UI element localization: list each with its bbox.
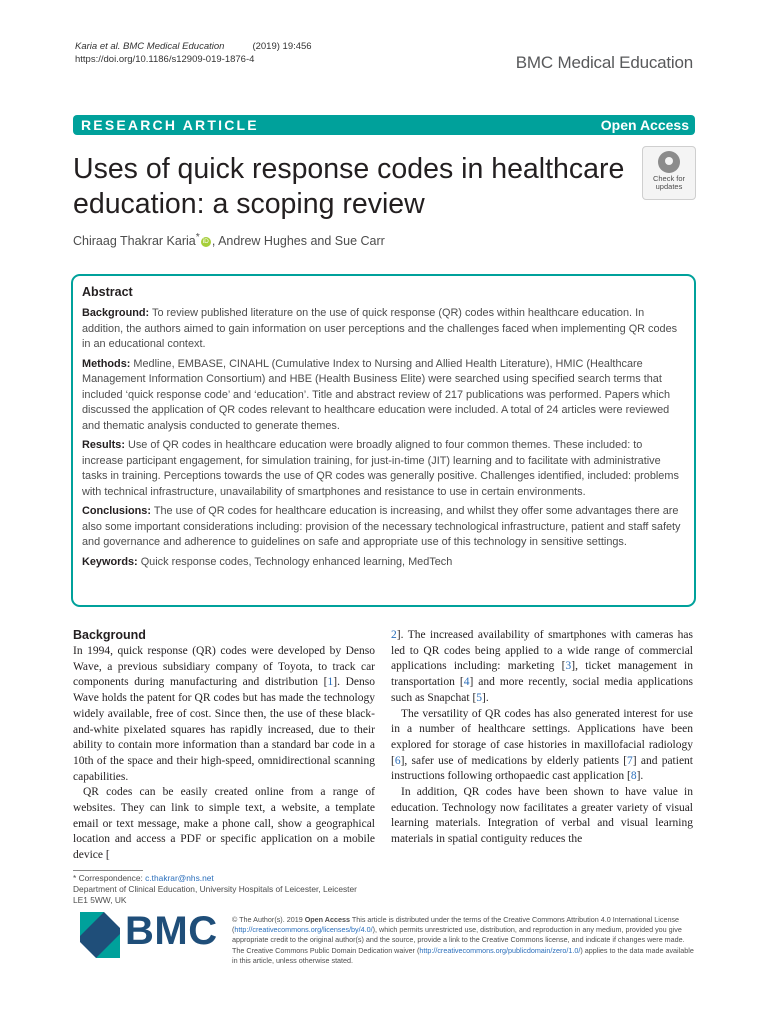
- author-affiliation: Department of Clinical Education, University Hospitals of Leicester, Leicester LE1 5WW, UK: [73, 884, 357, 905]
- section-heading-background: Background: [73, 628, 146, 642]
- body-paragraph: In addition, QR codes have been shown to have value in education. Technology now facilitates a greater variety of visual learning materials. Integration of verbal and visual learning materials in spatial contiguity reduces the: [391, 786, 693, 846]
- article-title: Uses of quick response codes in healthcare education: a scoping review: [73, 153, 625, 220]
- citation-link[interactable]: 3: [565, 660, 572, 673]
- article-type: RESEARCH ARTICLE: [81, 117, 259, 133]
- body-paragraph: 2]. The increased availability of smartphones with cameras has led to QR codes being applied to a wide range of commercial applications including: marketing [3], ticket management in transportation [4] and more recently, social media applications such as Snapchat [5].: [391, 629, 694, 704]
- header-doi[interactable]: https://doi.org/10.1186/s12909-019-1876-4: [75, 54, 255, 65]
- body-paragraph: QR codes can be easily created online from a range of websites. They can link to simple text, a website, a template email or text message, make a phone call, show a geographical location and access a PDF or specific application on a mobile device [: [73, 786, 375, 862]
- footnote: [73, 873, 373, 906]
- abstract-methods: Methods: Medline, EMBASE, CINAHL (Cumulative Index to Nursing and Allied Health Literature), HMIC (Healthcare Management Information Consortium) and HBE (Health Business Elite) were searched using specified search terms that included ‘quick response code’ and ‘education’. Title and abstract review of 217 publications was performed. Papers which discussed the application of QR codes relevant to healthcare education were included. A total of 24 articles were reviewed and thematic analysis conducted to generate themes.: [82, 357, 671, 432]
- other-authors: , Andrew Hughes and Sue Carr: [211, 234, 385, 249]
- orcid-icon[interactable]: iD: [202, 237, 209, 245]
- citation-link[interactable]: 6: [394, 754, 401, 767]
- body-column-left: [73, 628, 375, 864]
- correspondence-label: * Correspondence:: [73, 873, 146, 883]
- public-domain-link[interactable]: http://creativecommons.org/publicdomain/zero/1.0/: [419, 945, 581, 955]
- abstract-keywords: Keywords: Quick response codes, Technology enhanced learning, MedTech: [82, 555, 453, 568]
- bmc-logo-wordmark: BMC: [125, 909, 218, 953]
- citation-link[interactable]: 2: [391, 629, 397, 641]
- abstract-results: Results: Use of QR codes in healthcare education were broadly aligned to four common themes. These included: to increase participant engagement, for simulation training, for just-in-time (JIT) learning and to facilitate with administrative tasks in training. Perceptions towards the use of QR codes was generally positive. Challenges identified, included: problems with technical infrastructure, unavailability of smartphones and resistance to use in certain environments.: [82, 439, 679, 498]
- update-check-icon: [658, 151, 680, 173]
- running-header: [75, 40, 312, 66]
- header-citation: Karia et al. BMC Medical Education: [75, 41, 225, 52]
- bmc-logo: [80, 909, 225, 958]
- citation-link[interactable]: 8: [630, 770, 637, 783]
- check-for-updates-button[interactable]: [642, 146, 696, 200]
- author-1: Chiraag Thakrar Karia: [73, 234, 196, 249]
- abstract-heading: Abstract: [82, 285, 133, 299]
- open-access-label: Open Access: [600, 117, 689, 133]
- citation-link[interactable]: 5: [476, 691, 483, 704]
- body-column-right: [391, 628, 693, 848]
- citation-link[interactable]: 7: [627, 754, 633, 767]
- abstract-background: Background: To review published literature on the use of quick response (QR) codes within healthcare education. In addition, the authors aimed to gain information on user perceptions and the challenges faced when implementing QR codes in an educational context.: [82, 307, 678, 350]
- license-statement: © The Author(s). 2019 Open Access This article is distributed under the terms of the Creative Commons Attribution 4.0 International License (http://creativecommons.org/licenses/by/4.0/), which permits unrestricted use, distribution, and reproduction in any medium, provided you give appropriate credit to the original author(s) and the source, provide a link to the Creative Commons license, and indicate if changes were made. The Creative Commons Public Domain Dedication waiver (http://creativecommons.org/publicdomain/zero/1.0/) applies to the data made available in this article, unless otherwise stated.: [232, 915, 694, 965]
- citation-link[interactable]: 4: [463, 676, 470, 689]
- corresponding-mark: *: [195, 232, 200, 243]
- article-type-banner: [73, 115, 695, 135]
- license-link[interactable]: http://creativecommons.org/licenses/by/4.0/: [234, 925, 373, 935]
- footnote-divider: [73, 870, 143, 871]
- correspondence-email-link[interactable]: c.thakrar@nhs.net: [145, 873, 214, 883]
- author-list: [73, 232, 385, 248]
- citation-link[interactable]: 1: [327, 676, 334, 689]
- body-paragraph: In 1994, quick response (QR) codes were developed by Denso Wave, a previous subsidiary company of Toyota, to track car components during manufacturing and distribution [1]. Denso Wave holds the patent for QR codes but has made the technology widely available, free of cost. Since then, the use of these black-and-white pixelated squares has rapidly increased, due to their ability to contain more information than a standard bar code in a 10th of the space and their high-speed, omnidirectional scanning capabilities.: [73, 645, 375, 783]
- abstract-box: [71, 274, 696, 607]
- abstract-conclusions: Conclusions: The use of QR codes for healthcare education is increasing, and whilst they offer some advantages there are also some important considerations including: provision of the necessary technological infrastructure, patient and staff safety and governance and adherence to guidelines on safe and appropriate use of this technology in sensitive settings.: [82, 505, 681, 548]
- bmc-logo-icon: [80, 912, 120, 958]
- journal-name: BMC Medical Education: [515, 53, 693, 72]
- header-year: (2019) 19:456: [252, 41, 312, 52]
- check-for-updates-label: Check for updates: [652, 174, 686, 191]
- body-paragraph: The versatility of QR codes has also generated interest for use in a number of healthcare settings. Applications have been explored for storage of case histories in maxillofacial radiology [6], safer use of medications by elderly patients [7] and patient instructions following orthopaedic cast application [8].: [391, 707, 693, 783]
